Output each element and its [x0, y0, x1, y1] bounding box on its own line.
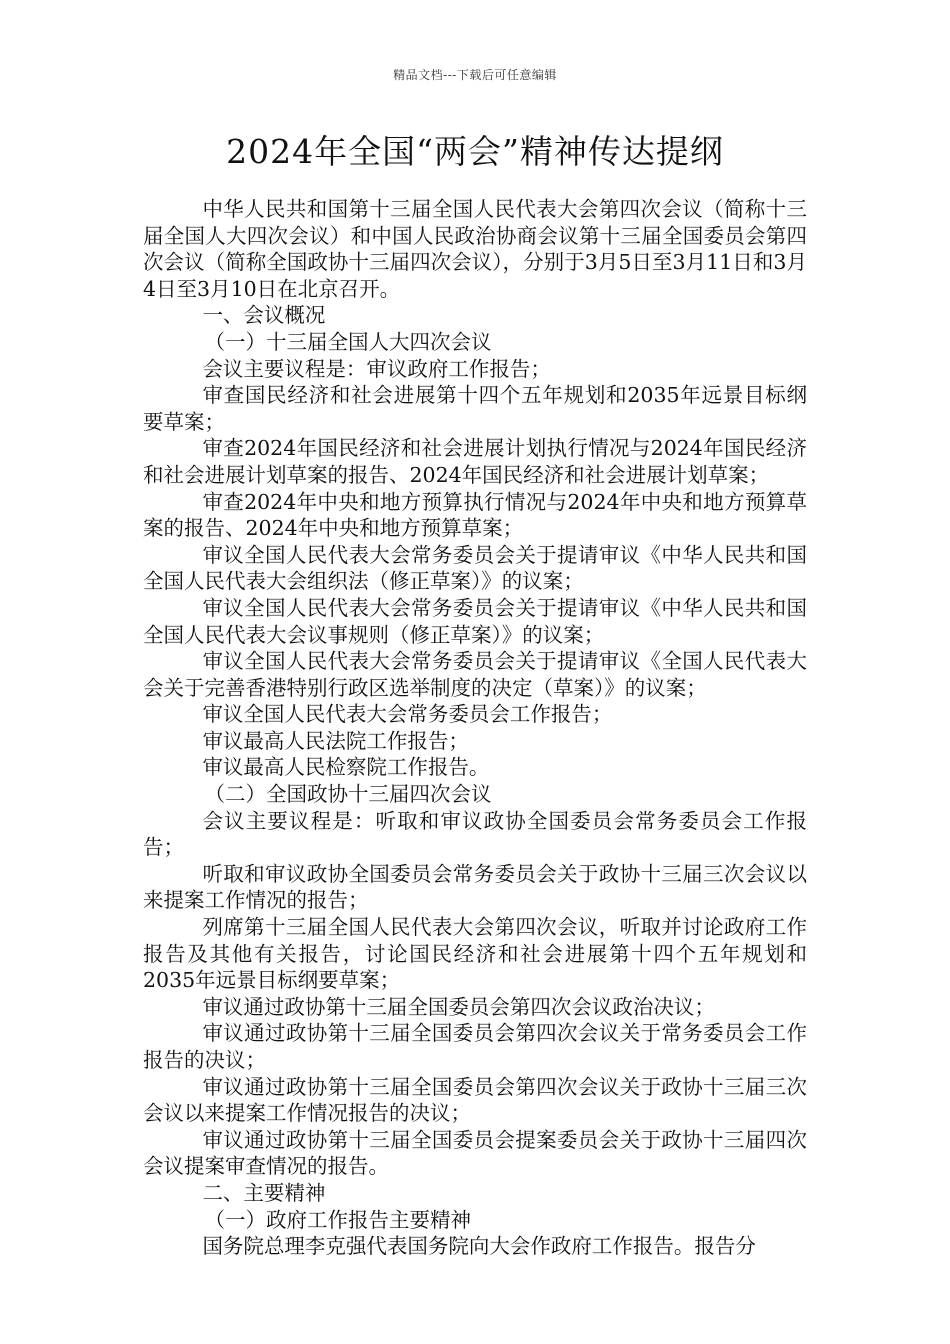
paragraph: 审议最高人民法院工作报告；: [202, 728, 469, 753]
paragraph: 审查2024年中央和地方预算执行情况与2024年中央和地方预算草案的报告、2024年中央和地方预算草案；: [143, 489, 807, 541]
subsection-heading: （二）全国政协十三届四次会议: [204, 782, 492, 807]
document-body: [143, 196, 807, 1260]
paragraph: 审查2024年国民经济和社会进展计划执行情况与2024年国民经济和社会进展计划草案的报告、2024年国民经济和社会进展计划草案；: [143, 436, 807, 487]
paragraph: 审议全国人民代表大会常务委员会工作报告；: [202, 702, 613, 727]
paragraph: 审议全国人民代表大会常务委员会关于提请审议《中华人民共和国全国人民代表大会议事规则（修正草案）》的议案；: [143, 595, 807, 647]
paragraph: 审议通过政协第十三届全国委员会提案委员会关于政协十三届四次会议提案审查情况的报告。: [143, 1127, 807, 1179]
header-note: 精品文档---下载后可任意编辑: [393, 68, 557, 82]
paragraph: 审议通过政协第十三届全国委员会第四次会议政治决议；: [202, 994, 715, 1019]
subsection-heading: （一）十三届全国人大四次会议: [204, 329, 492, 354]
paragraph: 会议主要议程是：审议政府工作报告；: [202, 356, 551, 381]
paragraph: 审议全国人民代表大会常务委员会关于提请审议《中华人民共和国全国人民代表大会组织法（修正草案）》的议案；: [143, 542, 807, 594]
paragraph: 国务院总理李克强代表国务院向大会作政府工作报告。报告分: [202, 1234, 756, 1259]
document-title: 2024年全国“两会”精神传达提纲: [226, 132, 724, 171]
paragraph: 审议通过政协第十三届全国委员会第四次会议关于政协十三届三次会议以来提案工作情况报告的决议；: [143, 1074, 807, 1126]
paragraph: 中华人民共和国第十三届全国人民代表大会第四次会议（简称十三届全国人大四次会议）和中国人民政治协商会议第十三届全国委员会第四次会议（简称全国政协十三届四次会议），分别于3月5日至3月11日和3月4日至3月10日在北京召开。: [143, 197, 807, 301]
paragraph: 审议全国人民代表大会常务委员会关于提请审议《全国人民代表大会关于完善香港特别行政区选举制度的决定（草案）》的议案；: [143, 649, 807, 700]
paragraph: 审议通过政协第十三届全国委员会第四次会议关于常务委员会工作报告的决议；: [143, 1021, 807, 1072]
paragraph: 审查国民经济和社会进展第十四个五年规划和2035年远景目标纲要草案；: [143, 383, 807, 434]
paragraph: 列席第十三届全国人民代表大会第四次会议，听取并讨论政府工作报告及其他有关报告，讨论国民经济和社会进展第十四个五年规划和2035年远景目标纲要草案；: [143, 915, 807, 993]
paragraph: 审议最高人民检察院工作报告。: [202, 755, 490, 780]
paragraph: 听取和审议政协全国委员会常务委员会关于政协十三届三次会议以来提案工作情况的报告；: [143, 861, 807, 913]
subsection-heading: （一）政府工作报告主要精神: [204, 1207, 471, 1232]
section-heading: 一、会议概况: [202, 303, 326, 328]
paragraph: 会议主要议程是：听取和审议政协全国委员会常务委员会工作报告；: [143, 808, 807, 860]
section-heading: 二、主要精神: [202, 1180, 326, 1205]
